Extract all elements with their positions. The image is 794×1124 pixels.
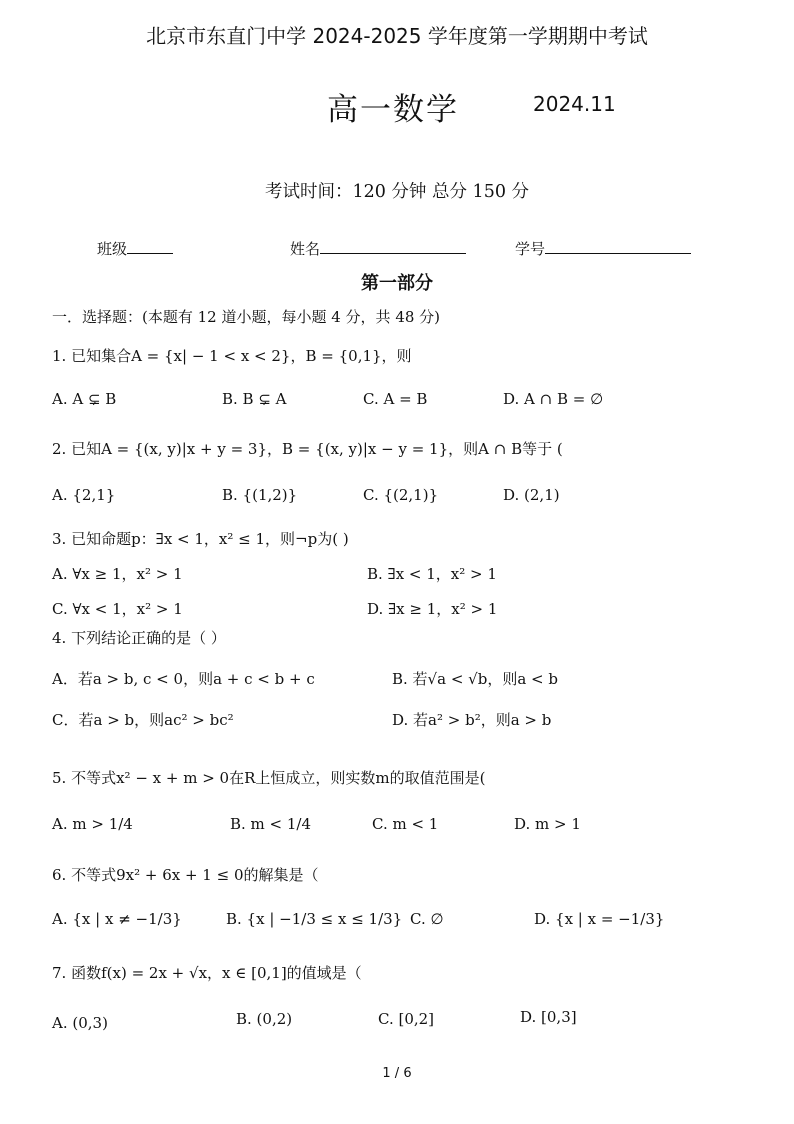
q2-option-d: D. (2,1) (503, 486, 560, 504)
id-blank (545, 239, 691, 254)
question-3-stem: 3. 已知命题p：∃x < 1，x² ≤ 1，则¬p为( ) (52, 530, 349, 548)
class-label: 班级 (97, 240, 128, 258)
q6-option-d: D. {x | x = −1/3} (534, 910, 665, 928)
question-4-stem: 4. 下列结论正确的是（ ） (52, 629, 226, 647)
exam-info: 考试时间：120 分钟 总分 150 分 (264, 182, 530, 202)
q7-option-a: A. (0,3) (52, 1014, 108, 1032)
q1-option-b: B. B ⊊ A (222, 390, 287, 408)
q5-option-d: D. m > 1 (514, 815, 581, 833)
q2-option-a: A. {2,1} (52, 486, 116, 504)
q6-option-b: B. {x | −1/3 ≤ x ≤ 1/3} (226, 910, 403, 928)
q7-option-c: C. [0,2] (378, 1010, 435, 1028)
q2-option-c: C. {(2,1)} (363, 486, 439, 504)
page-number: 1 / 6 (382, 1066, 412, 1081)
q1-option-d: D. A ∩ B = ∅ (503, 390, 604, 408)
q6-option-c: C. ∅ (410, 910, 444, 928)
q6-option-a: A. {x | x ≠ −1/3} (52, 910, 182, 928)
q5-option-c: C. m < 1 (372, 815, 439, 833)
q1-option-c: C. A = B (363, 390, 428, 408)
q2-option-b: B. {(1,2)} (222, 486, 298, 504)
q3-option-a: A. ∀x ≥ 1，x² > 1 (52, 565, 183, 583)
class-field (97, 238, 173, 259)
q3-option-b: B. ∃x < 1，x² > 1 (367, 565, 497, 583)
school-exam-title: 北京市东直门中学 2024-2025 学年度第一学期期中考试 (146, 24, 648, 48)
q5-option-a: A. m > 1/4 (52, 815, 133, 833)
name-blank (320, 239, 466, 254)
class-blank (127, 239, 173, 254)
question-7-stem: 7. 函数f(x) = 2x + √x，x ∈ [0,1]的值域是（ (52, 964, 362, 982)
q4-option-c: C．若a > b，则ac² > bc² (52, 711, 234, 729)
question-1-stem: 1. 已知集合A = {x| − 1 < x < 2}，B = {0,1}，则 (52, 347, 412, 365)
q7-option-d: D. [0,3] (520, 1008, 577, 1026)
question-5-stem: 5. 不等式x² − x + m > 0在R上恒成立，则实数m的取值范围是( (52, 769, 486, 787)
q3-option-c: C. ∀x < 1，x² > 1 (52, 600, 183, 618)
subject-title: 高一数学 (327, 92, 459, 128)
q5-option-b: B. m < 1/4 (230, 815, 312, 833)
name-field (290, 238, 466, 259)
name-label: 姓名 (290, 240, 321, 258)
q1-option-a: A. A ⊊ B (52, 390, 117, 408)
q3-option-d: D. ∃x ≥ 1，x² > 1 (367, 600, 498, 618)
q7-option-b: B. (0,2) (236, 1010, 293, 1028)
section-title: 一．选择题：(本题有 12 道小题，每小题 4 分，共 48 分) (52, 308, 441, 326)
question-2-stem: 2. 已知A = {(x, y)|x + y = 3}，B = {(x, y)|x − y = 1}，则A ∩ B等于 ( (52, 440, 563, 458)
q4-option-d: D. 若a² > b²，则a > b (392, 711, 552, 729)
id-field (515, 238, 691, 259)
q4-option-b: B. 若√a < √b，则a < b (392, 670, 558, 688)
id-label: 学号 (515, 240, 546, 258)
exam-date: 2024.11 (533, 92, 616, 116)
q4-option-a: A．若a > b, c < 0，则a + c < b + c (52, 670, 315, 688)
question-6-stem: 6. 不等式9x² + 6x + 1 ≤ 0的解集是（ (52, 866, 319, 884)
part-title: 第一部分 (361, 273, 433, 294)
